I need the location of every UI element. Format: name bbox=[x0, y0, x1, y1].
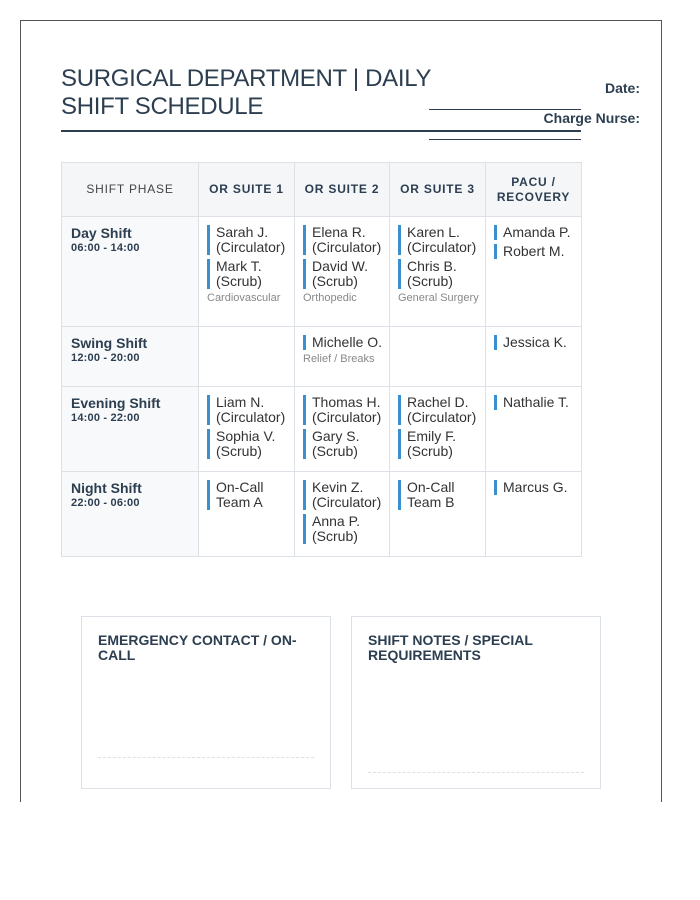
staff-entry bbox=[494, 395, 581, 410]
staff-entry bbox=[398, 259, 485, 289]
staff-entry bbox=[494, 244, 581, 259]
staff-entry bbox=[303, 225, 389, 255]
staff-role: Team B bbox=[407, 494, 455, 510]
staff-name: Nathalie T. bbox=[503, 394, 569, 410]
staff-name: On-Call bbox=[407, 479, 455, 495]
specialty-note: General Surgery bbox=[398, 292, 479, 304]
staff-role: (Scrub) bbox=[312, 528, 358, 544]
staff-entry bbox=[303, 335, 389, 350]
shift-phase-name: Swing Shift bbox=[71, 335, 148, 351]
staff-name: Gary S. bbox=[312, 428, 360, 444]
staff-name: Kevin Z. bbox=[312, 479, 364, 495]
charge-nurse-label: Charge Nurse: bbox=[543, 110, 640, 126]
charge-nurse-field[interactable] bbox=[429, 139, 581, 140]
emergency-contact-line[interactable] bbox=[98, 757, 314, 758]
emergency-contact-box bbox=[81, 616, 331, 789]
assignment-cell bbox=[295, 472, 390, 557]
shift-phase-time: 12:00 - 20:00 bbox=[71, 352, 140, 364]
specialty-note: Relief / Breaks bbox=[303, 353, 375, 365]
page-title: SURGICAL DEPARTMENT | DAILY SHIFT SCHEDULE bbox=[61, 65, 431, 120]
table-row bbox=[62, 217, 582, 327]
assignment-cell bbox=[199, 217, 295, 327]
staff-name: Emily F. bbox=[407, 428, 456, 444]
specialty-note: Orthopedic bbox=[303, 292, 357, 304]
staff-entry bbox=[207, 225, 294, 255]
assignment-cell bbox=[199, 472, 295, 557]
staff-entry bbox=[303, 480, 389, 510]
staff-entry bbox=[303, 514, 389, 544]
staff-entry bbox=[398, 429, 485, 459]
header-pacu-recovery: PACU / RECOVERY bbox=[486, 163, 582, 217]
staff-entry bbox=[494, 480, 581, 495]
staff-name: Thomas H. bbox=[312, 394, 381, 410]
staff-role: (Circulator) bbox=[407, 239, 477, 255]
shift-phase-cell bbox=[62, 217, 199, 327]
staff-role: (Scrub) bbox=[312, 443, 358, 459]
staff-name: Michelle O. bbox=[312, 334, 383, 350]
staff-entry bbox=[207, 395, 294, 425]
shift-phase-cell bbox=[62, 327, 199, 387]
staff-entry bbox=[398, 395, 485, 425]
staff-name: Anna P. bbox=[312, 513, 361, 529]
staff-entry bbox=[303, 395, 389, 425]
specialty-note: Cardiovascular bbox=[207, 292, 281, 304]
assignment-cell bbox=[390, 387, 486, 472]
assignment-cell bbox=[486, 387, 582, 472]
table-header-row bbox=[62, 163, 582, 217]
staff-entry bbox=[303, 259, 389, 289]
header-divider bbox=[61, 130, 581, 132]
staff-role: (Scrub) bbox=[216, 443, 262, 459]
staff-name: Sophia V. bbox=[216, 428, 276, 444]
assignment-cell bbox=[486, 327, 582, 387]
staff-name: Marcus G. bbox=[503, 479, 568, 495]
assignment-cell bbox=[295, 327, 390, 387]
staff-name: Sarah J. bbox=[216, 224, 269, 240]
shift-phase-name: Day Shift bbox=[71, 225, 132, 241]
staff-role: (Scrub) bbox=[312, 273, 358, 289]
shift-phase-cell bbox=[62, 387, 199, 472]
staff-name: Jessica K. bbox=[503, 334, 567, 350]
assignment-cell bbox=[295, 387, 390, 472]
assignment-cell bbox=[199, 327, 295, 387]
staff-role: (Scrub) bbox=[407, 273, 453, 289]
staff-name: Robert M. bbox=[503, 243, 565, 259]
staff-role: (Circulator) bbox=[312, 239, 382, 255]
staff-entry bbox=[494, 225, 581, 240]
assignment-cell bbox=[390, 472, 486, 557]
date-label: Date: bbox=[604, 80, 640, 96]
table-row bbox=[62, 387, 582, 472]
staff-entry bbox=[303, 429, 389, 459]
staff-entry bbox=[398, 225, 485, 255]
staff-role: Team A bbox=[216, 494, 263, 510]
shift-notes-box bbox=[351, 616, 601, 789]
staff-entry bbox=[207, 480, 294, 510]
shift-notes-line[interactable] bbox=[368, 772, 584, 773]
assignment-cell bbox=[390, 327, 486, 387]
shift-phase-cell bbox=[62, 472, 199, 557]
staff-name: On-Call bbox=[216, 479, 264, 495]
staff-role: (Scrub) bbox=[216, 273, 262, 289]
assignment-cell bbox=[486, 217, 582, 327]
staff-role: (Circulator) bbox=[216, 239, 286, 255]
shift-phase-time: 14:00 - 22:00 bbox=[71, 412, 140, 424]
assignment-cell bbox=[199, 387, 295, 472]
emergency-contact-title: EMERGENCY CONTACT / ON-CALL bbox=[98, 632, 297, 663]
header-or-suite-3: OR SUITE 3 bbox=[390, 163, 486, 217]
table-row bbox=[62, 327, 582, 387]
header-or-suite-2: OR SUITE 2 bbox=[295, 163, 390, 217]
shift-phase-name: Night Shift bbox=[71, 480, 142, 496]
staff-role: (Circulator) bbox=[407, 409, 477, 425]
shift-phase-name: Evening Shift bbox=[71, 395, 161, 411]
staff-entry bbox=[207, 429, 294, 459]
staff-role: (Circulator) bbox=[312, 494, 382, 510]
shift-notes-title: SHIFT NOTES / SPECIAL REQUIREMENTS bbox=[368, 632, 533, 663]
staff-entry bbox=[494, 335, 581, 350]
staff-name: Liam N. bbox=[216, 394, 265, 410]
staff-name: Chris B. bbox=[407, 258, 457, 274]
staff-name: Rachel D. bbox=[407, 394, 469, 410]
table-row bbox=[62, 472, 582, 557]
assignment-cell bbox=[390, 217, 486, 327]
staff-name: Karen L. bbox=[407, 224, 460, 240]
staff-entry bbox=[207, 259, 294, 289]
staff-name: Elena R. bbox=[312, 224, 366, 240]
shift-schedule-table bbox=[61, 162, 582, 557]
assignment-cell bbox=[295, 217, 390, 327]
staff-name: David W. bbox=[312, 258, 369, 274]
header-or-suite-1: OR SUITE 1 bbox=[199, 163, 295, 217]
shift-phase-time: 06:00 - 14:00 bbox=[71, 242, 140, 254]
header-shift-phase: SHIFT PHASE bbox=[62, 163, 199, 217]
staff-role: (Circulator) bbox=[216, 409, 286, 425]
staff-entry bbox=[398, 480, 485, 510]
assignment-cell bbox=[486, 472, 582, 557]
shift-phase-time: 22:00 - 06:00 bbox=[71, 497, 140, 509]
staff-name: Amanda P. bbox=[503, 224, 571, 240]
staff-name: Mark T. bbox=[216, 258, 262, 274]
staff-role: (Scrub) bbox=[407, 443, 453, 459]
staff-role: (Circulator) bbox=[312, 409, 382, 425]
